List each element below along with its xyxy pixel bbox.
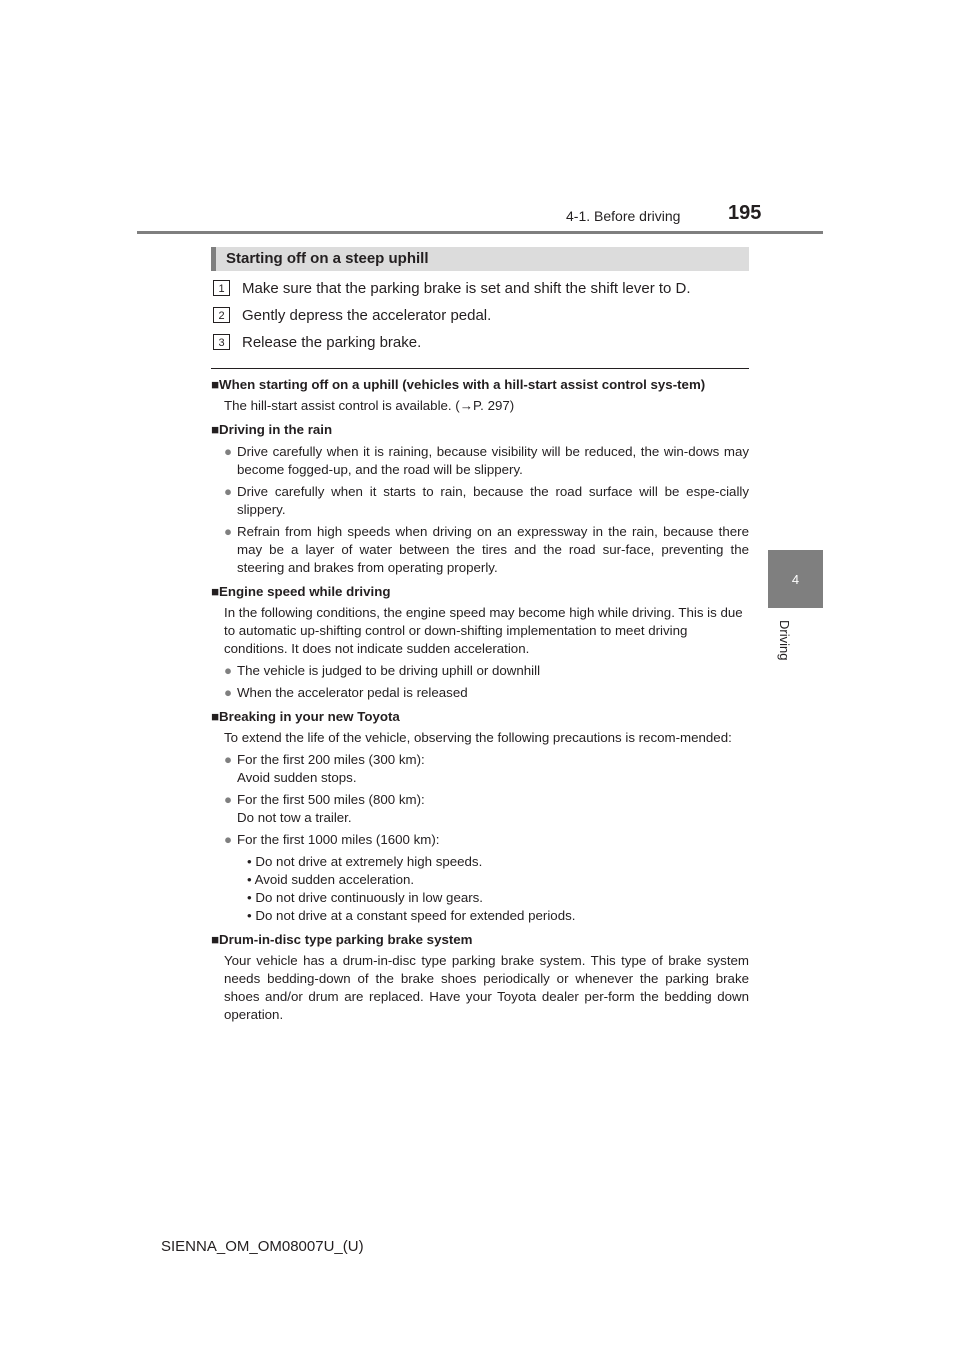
list-item: ● Refrain from high speeds when driving on an expressway in the rain, because there may be a layer of water between the tires and the road sur-face, preventing the steering and brakes from operating properly. (224, 524, 749, 575)
header-section-label: 4-1. Before driving (566, 208, 681, 224)
bullet-icon: ● (224, 663, 233, 678)
sub-list-item: • Do not drive at a constant speed for extended periods. (247, 908, 576, 923)
notes-section (211, 376, 749, 1024)
bullet-icon: ● (224, 524, 233, 539)
list-item: ● When the accelerator pedal is released (224, 685, 468, 700)
step-text: Make sure that the parking brake is set and shift the shift lever to D. (242, 280, 691, 297)
bullet-icon: ● (224, 444, 233, 459)
list-item: ● Drive carefully when it starts to rain, because the road surface will be espe-cially slippery. (224, 484, 749, 517)
list-item: ● For the first 500 miles (800 km): Do not tow a trailer. (224, 792, 425, 825)
note-body-engine: In the following conditions, the engine speed may become high while driving. This is due to automatic up-shifting control or down-shifting implementation to meet driving conditions. It does not indicate sudden acceleration. (224, 605, 743, 656)
note-heading-engine: ■Engine speed while driving (211, 584, 391, 599)
list-item: ● For the first 200 miles (300 km): Avoid sudden stops. (224, 752, 425, 785)
note-heading-breaking: ■Breaking in your new Toyota (211, 709, 400, 724)
chapter-tab (768, 550, 823, 608)
note-heading-drum: ■Drum-in-disc type parking brake system (211, 932, 473, 947)
list-item: ● Drive carefully when it is raining, because visibility will be reduced, the win-dows may become fogged-up, and the road will be slippery. (224, 444, 749, 477)
header-divider (137, 231, 823, 234)
sub-list-item: • Do not drive continuously in low gears. (247, 890, 484, 905)
step-text: Release the parking brake. (242, 334, 422, 351)
bullet-icon: ● (224, 484, 233, 499)
note-heading-rain: ■Driving in the rain (211, 422, 333, 437)
chapter-label: Driving (777, 620, 792, 661)
list-item: ● For the first 1000 miles (1600 km): (224, 832, 440, 847)
step-text: Gently depress the accelerator pedal. (242, 307, 492, 324)
notes-divider (211, 368, 749, 369)
step-number: 1 (213, 280, 230, 296)
note-body-drum: Your vehicle has a drum-in-disc type parking brake system. This type of brake system needs bedding-down of the brake shoes periodically or whenever the parking brake shoes and/or drum are replaced. Have your Toyota dealer per-form the bedding down operation. (224, 953, 749, 1022)
step-number: 2 (213, 307, 230, 323)
note-body-hill: The hill-start assist control is available. (→P. 297) (224, 398, 515, 413)
sub-list-item: • Do not drive at extremely high speeds. (247, 854, 483, 869)
page-number: 195 (728, 202, 762, 224)
footer-doc-id: SIENNA_OM_OM08007U_(U) (161, 1238, 364, 1255)
chapter-number: 4 (791, 571, 800, 587)
bullet-icon: ● (224, 752, 233, 767)
list-item: ● The vehicle is judged to be driving uphill or downhill (224, 663, 541, 678)
step-number: 3 (213, 334, 230, 350)
note-heading-hill: ■When starting off on a uphill (vehicles with a hill-start assist control sys-tem) (211, 377, 706, 392)
bullet-icon: ● (224, 832, 233, 847)
note-body-breaking: To extend the life of the vehicle, observing the following precautions is recom-mended: (224, 730, 732, 745)
sub-list-item: • Avoid sudden acceleration. (247, 872, 415, 887)
bullet-icon: ● (224, 685, 233, 700)
section-title: Starting off on a steep uphill (211, 247, 749, 271)
bullet-icon: ● (224, 792, 233, 807)
